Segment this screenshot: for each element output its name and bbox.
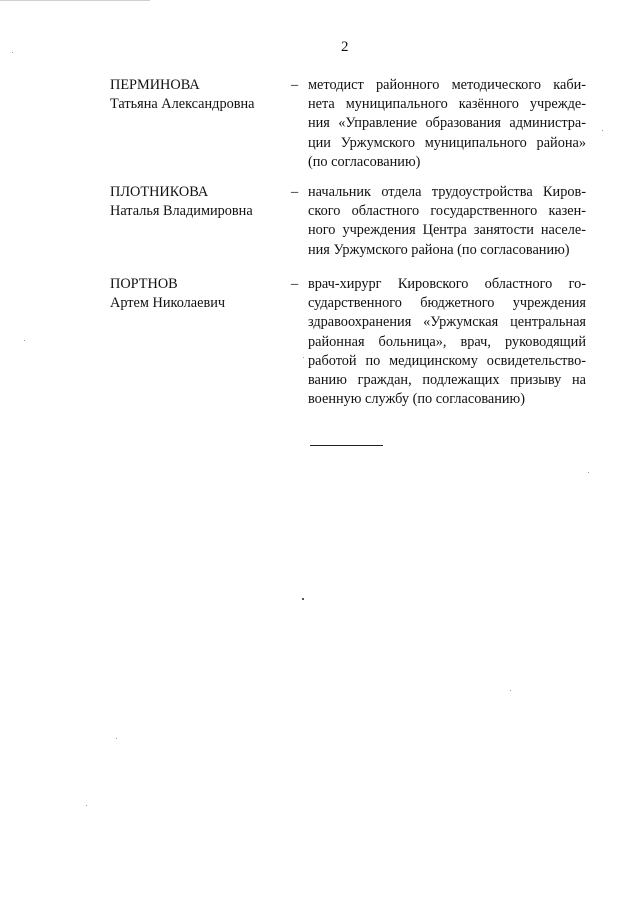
member-position bbox=[308, 183, 586, 260]
scan-speck bbox=[303, 357, 304, 358]
member-name bbox=[110, 275, 280, 313]
member-given-name: Татьяна Александровна bbox=[110, 96, 255, 113]
member-surname: ПЕРМИНОВА bbox=[110, 77, 200, 93]
position-line: работой по медицинскому освидетельство- bbox=[308, 352, 586, 369]
member-surname: ПЛОТНИКОВА bbox=[110, 184, 209, 200]
position-line: ния Уржумского района (по согласованию) bbox=[308, 241, 570, 258]
member-position bbox=[308, 76, 586, 172]
entry-dash: – bbox=[291, 77, 299, 93]
position-line: начальник отдела трудоустройства Киров- bbox=[308, 184, 586, 200]
position-line: ского областного государственного казен- bbox=[308, 203, 586, 220]
page-number: 2 bbox=[341, 39, 349, 55]
entry-dash: – bbox=[291, 276, 299, 292]
position-line: (по согласованию) bbox=[308, 153, 421, 170]
position-line: врач-хирург Кировского областного го- bbox=[308, 276, 586, 292]
entry-dash: – bbox=[291, 184, 299, 200]
scan-speck bbox=[588, 472, 589, 473]
scan-speck bbox=[86, 805, 87, 806]
position-line: районная больница», врач, руководящий bbox=[308, 333, 586, 350]
position-line: ванию граждан, подлежащих призыву на bbox=[308, 372, 586, 389]
member-surname: ПОРТНОВ bbox=[110, 276, 178, 292]
end-of-list-rule bbox=[310, 445, 383, 446]
position-line: методист районного методического каби- bbox=[308, 77, 586, 93]
position-line: военную службу (по согласованию) bbox=[308, 391, 526, 408]
position-line: сударственного бюджетного учреждения bbox=[308, 295, 586, 312]
scan-speck bbox=[12, 52, 13, 53]
position-line: ции Уржумского муниципального района» bbox=[308, 134, 586, 151]
member-name bbox=[110, 183, 280, 221]
scan-speck bbox=[602, 130, 603, 131]
position-line: ного учреждения Центра занятости населе- bbox=[308, 222, 586, 239]
member-given-name: Артем Николаевич bbox=[110, 295, 226, 312]
member-name bbox=[110, 76, 280, 114]
scan-edge-line bbox=[0, 0, 150, 1]
member-given-name: Наталья Владимировна bbox=[110, 203, 253, 220]
scan-speck bbox=[302, 598, 304, 600]
scan-speck bbox=[116, 738, 117, 739]
position-line: здравоохранения «Уржумская центральная bbox=[308, 314, 586, 331]
position-line: ния «Управление образования администра- bbox=[308, 115, 586, 132]
position-line: нета муниципального казённого учрежде- bbox=[308, 96, 586, 113]
scan-speck bbox=[510, 690, 511, 691]
member-position bbox=[308, 275, 586, 409]
scan-speck bbox=[24, 340, 25, 341]
